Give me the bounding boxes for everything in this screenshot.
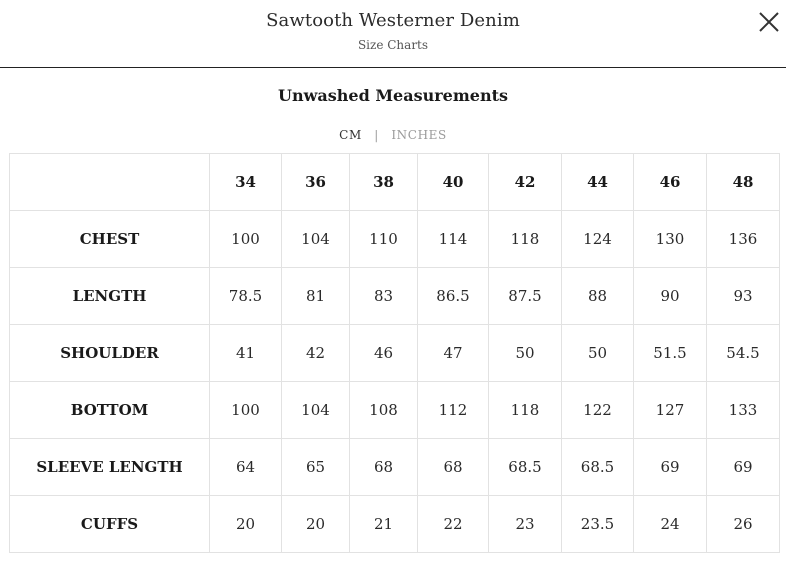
measurement-cell: 100 <box>210 211 282 268</box>
size-header: 38 <box>350 154 418 211</box>
table-row <box>10 268 780 325</box>
row-label: SHOULDER <box>10 325 210 382</box>
measurement-cell: 23.5 <box>562 496 634 553</box>
modal-subtitle: Size Charts <box>357 38 429 52</box>
measurement-cell: 87.5 <box>489 268 562 325</box>
measurement-cell: 42 <box>282 325 350 382</box>
row-label: CUFFS <box>10 496 210 553</box>
close-icon <box>757 10 781 34</box>
measurement-cell: 90 <box>634 268 707 325</box>
measurement-cell: 41 <box>210 325 282 382</box>
section-title: Unwashed Measurements <box>278 86 508 105</box>
close-button[interactable] <box>757 10 781 34</box>
measurement-cell: 68.5 <box>489 439 562 496</box>
measurement-cell: 54.5 <box>707 325 780 382</box>
measurement-cell: 122 <box>562 382 634 439</box>
table-row <box>10 382 780 439</box>
modal-header <box>0 0 786 68</box>
row-label: SLEEVE LENGTH <box>10 439 210 496</box>
measurement-cell: 114 <box>418 211 489 268</box>
measurement-cell: 133 <box>707 382 780 439</box>
size-header: 36 <box>282 154 350 211</box>
measurement-cell: 26 <box>707 496 780 553</box>
measurement-cell: 118 <box>489 382 562 439</box>
measurement-cell: 100 <box>210 382 282 439</box>
measurement-cell: 50 <box>489 325 562 382</box>
size-header: 34 <box>210 154 282 211</box>
measurement-cell: 112 <box>418 382 489 439</box>
measurement-cell: 46 <box>350 325 418 382</box>
size-header: 42 <box>489 154 562 211</box>
measurement-cell: 68.5 <box>562 439 634 496</box>
measurement-cell: 22 <box>418 496 489 553</box>
measurement-cell: 130 <box>634 211 707 268</box>
measurement-cell: 136 <box>707 211 780 268</box>
measurement-cell: 69 <box>634 439 707 496</box>
measurement-cell: 78.5 <box>210 268 282 325</box>
measurement-cell: 83 <box>350 268 418 325</box>
measurement-cell: 64 <box>210 439 282 496</box>
measurement-cell: 50 <box>562 325 634 382</box>
measurement-cell: 65 <box>282 439 350 496</box>
measurement-cell: 20 <box>210 496 282 553</box>
measurement-cell: 110 <box>350 211 418 268</box>
unit-toggle <box>0 127 786 142</box>
measurement-cell: 47 <box>418 325 489 382</box>
measurement-cell: 81 <box>282 268 350 325</box>
measurement-cell: 68 <box>418 439 489 496</box>
corner-cell <box>10 154 210 211</box>
measurement-cell: 20 <box>282 496 350 553</box>
measurement-cell: 108 <box>350 382 418 439</box>
measurement-cell: 104 <box>282 211 350 268</box>
measurement-cell: 69 <box>707 439 780 496</box>
table-row <box>10 439 780 496</box>
row-label: BOTTOM <box>10 382 210 439</box>
measurement-cell: 127 <box>634 382 707 439</box>
unit-cm-option[interactable]: CM <box>339 127 362 142</box>
measurement-cell: 51.5 <box>634 325 707 382</box>
size-chart-table <box>9 153 780 553</box>
size-header: 46 <box>634 154 707 211</box>
table-row <box>10 496 780 553</box>
measurement-cell: 68 <box>350 439 418 496</box>
measurement-cell: 88 <box>562 268 634 325</box>
measurement-cell: 124 <box>562 211 634 268</box>
size-header: 44 <box>562 154 634 211</box>
measurement-cell: 21 <box>350 496 418 553</box>
table-row <box>10 211 780 268</box>
measurement-cell: 24 <box>634 496 707 553</box>
row-label: LENGTH <box>10 268 210 325</box>
product-title: Sawtooth Westerner Denim <box>266 10 520 31</box>
size-header-row <box>10 154 780 211</box>
unit-inches-option[interactable]: INCHES <box>391 127 447 142</box>
table-row <box>10 325 780 382</box>
unit-separator: | <box>374 127 379 142</box>
measurement-cell: 93 <box>707 268 780 325</box>
measurement-cell: 104 <box>282 382 350 439</box>
measurement-cell: 23 <box>489 496 562 553</box>
measurement-cell: 86.5 <box>418 268 489 325</box>
size-header: 48 <box>707 154 780 211</box>
row-label: CHEST <box>10 211 210 268</box>
size-header: 40 <box>418 154 489 211</box>
measurement-cell: 118 <box>489 211 562 268</box>
